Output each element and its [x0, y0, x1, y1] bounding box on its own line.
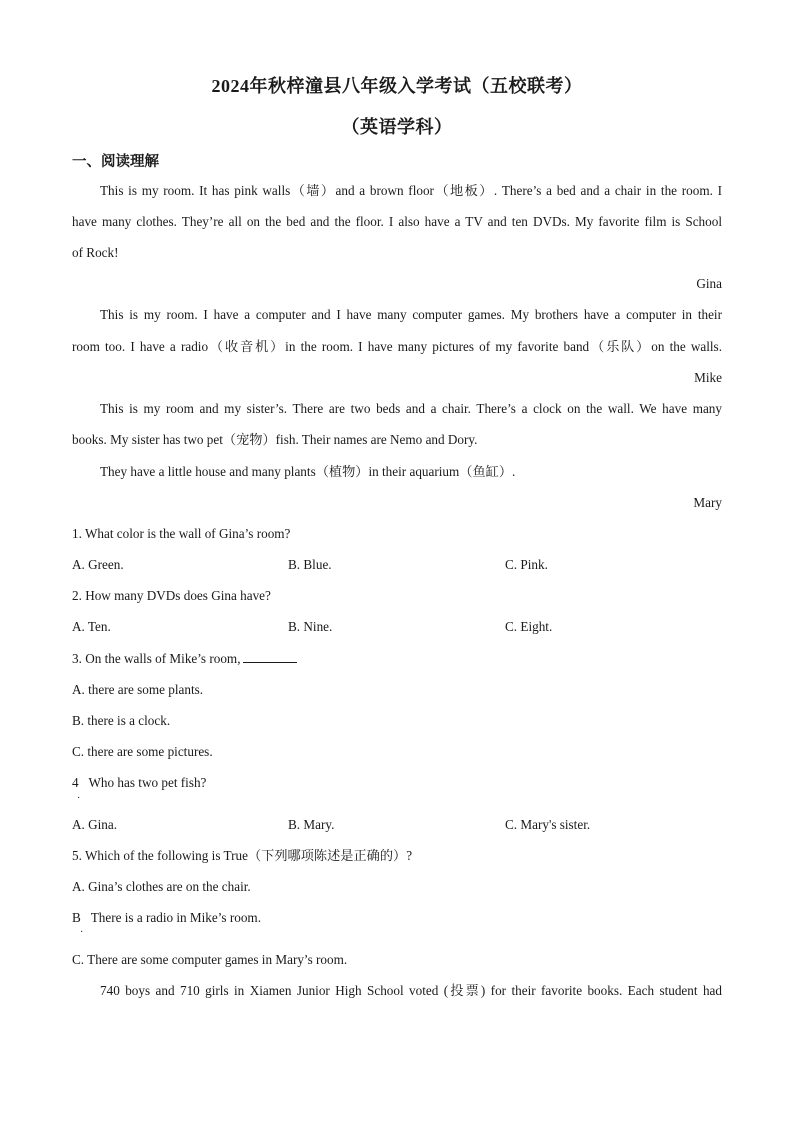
- passage-mike-line-2: room too. I have a radio（收音机）in the room. I have many pictures of my favorite band（乐队）on the walls.: [72, 339, 722, 354]
- q4-option-b: B. Mary.: [288, 817, 335, 832]
- signature-mary: Mary: [693, 495, 722, 510]
- q2-option-a: A. Ten.: [72, 619, 111, 634]
- q4-option-a: A. Gina.: [72, 817, 118, 832]
- exam-subject: （英语学科）: [341, 117, 453, 137]
- question-5: 5. Which of the following is True（下列哪项陈述是正确的）?: [72, 848, 413, 863]
- question-3: [72, 650, 297, 668]
- passage-mary-line-2: books. My sister has two pet（宠物）fish. Their names are Nemo and Dory.: [72, 432, 478, 447]
- question-4: [72, 774, 206, 792]
- q1-option-c: C. Pink.: [505, 557, 548, 572]
- signature-mike: Mike: [694, 370, 722, 385]
- stray-dot-mark: ·: [77, 793, 81, 804]
- section-heading: 一、阅读理解: [72, 154, 159, 170]
- q5-option-c: C. There are some computer games in Mary’s room.: [72, 952, 348, 967]
- question-3-text: 3. On the walls of Mike’s room,: [72, 651, 241, 666]
- stray-dot-mark: ·: [80, 927, 84, 938]
- next-passage-line-1: 740 boys and 710 girls in Xiamen Junior High School voted (投票) for their favorite books. Each student had: [100, 983, 722, 998]
- passage-mary-line-3: They have a little house and many plants（植物）in their aquarium（鱼缸）.: [100, 464, 516, 479]
- q1-option-b: B. Blue.: [288, 557, 332, 572]
- q5-option-a: A. Gina’s clothes are on the chair.: [72, 879, 251, 894]
- question-4-number: 4: [72, 775, 79, 790]
- q3-option-c: C. there are some pictures.: [72, 744, 213, 759]
- q4-option-c: C. Mary's sister.: [505, 817, 591, 832]
- q5-option-b-text: There is a radio in Mike’s room.: [90, 910, 261, 925]
- q5-option-b-letter: B: [72, 910, 81, 925]
- q1-option-a: A. Green.: [72, 557, 124, 572]
- passage-gina-line-3: of Rock!: [72, 245, 119, 260]
- question-4-text: Who has two pet fish?: [88, 775, 207, 790]
- passage-gina-line-1: This is my room. It has pink walls（墙）and a brown floor（地板）. There’s a bed and a chair in the room. I: [100, 183, 722, 198]
- q3-option-b: B. there is a clock.: [72, 713, 171, 728]
- answer-blank: [243, 650, 297, 663]
- passage-gina-line-2: have many clothes. They’re all on the bed and the floor. I also have a TV and ten DVDs. My favorite film is School: [72, 214, 722, 229]
- exam-title: 2024年秋梓潼县八年级入学考试（五校联考）: [211, 76, 583, 96]
- q3-option-a: A. there are some plants.: [72, 682, 204, 697]
- q2-option-c: C. Eight.: [505, 619, 553, 634]
- signature-gina: Gina: [696, 276, 722, 291]
- q5-option-b: [72, 909, 261, 927]
- question-1: 1. What color is the wall of Gina’s room?: [72, 526, 291, 541]
- question-2: 2. How many DVDs does Gina have?: [72, 588, 271, 603]
- passage-mary-line-1: This is my room and my sister’s. There are two beds and a chair. There’s a clock on the wall. We have many: [100, 401, 722, 416]
- q2-option-b: B. Nine.: [288, 619, 333, 634]
- passage-mike-line-1: This is my room. I have a computer and I have many computer games. My brothers have a computer in their: [100, 307, 722, 322]
